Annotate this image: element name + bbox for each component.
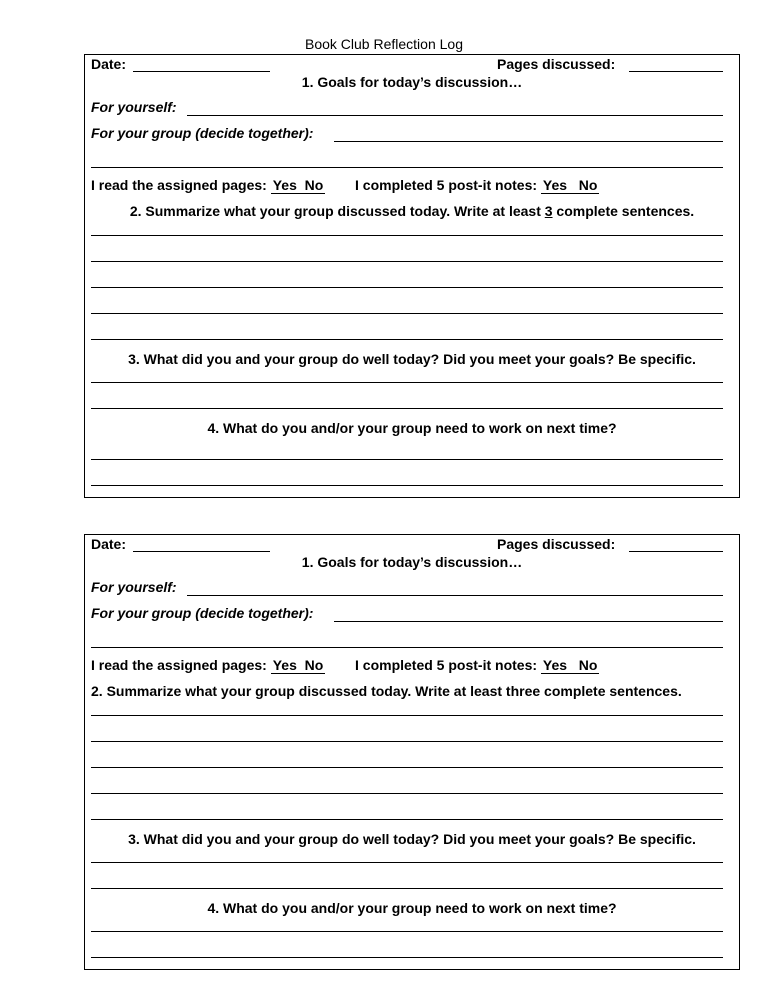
postit-options[interactable]: Yes No	[542, 657, 598, 673]
pages-discussed-field[interactable]	[629, 551, 723, 552]
question-2-end: complete sentences.	[552, 203, 695, 219]
pages-discussed-label: Pages discussed:	[497, 56, 616, 72]
work-on-line-1[interactable]	[91, 931, 723, 932]
question-4: 4. What do you and/or your group need to work on next time?	[207, 420, 617, 436]
for-yourself-field[interactable]	[187, 115, 723, 116]
read-pages-options[interactable]: Yes No	[272, 177, 324, 193]
question-3: 3. What did you and your group do well today? Did you meet your goals? Be specific.	[128, 831, 696, 847]
question-1: 1. Goals for today’s discussion…	[301, 74, 523, 90]
summary-line-2[interactable]	[91, 741, 723, 742]
read-pages-options[interactable]: Yes No	[272, 657, 324, 673]
reflection-form-1	[84, 54, 740, 498]
read-pages-label: I read the assigned pages:	[91, 177, 267, 193]
summary-line-1[interactable]	[91, 235, 723, 236]
did-well-line-1[interactable]	[91, 862, 723, 863]
reflection-form-2	[84, 534, 740, 970]
date-field[interactable]	[133, 71, 270, 72]
for-yourself-field[interactable]	[187, 595, 723, 596]
date-field[interactable]	[133, 551, 270, 552]
page-title: Book Club Reflection Log	[305, 36, 463, 52]
read-pages-row	[91, 177, 325, 194]
for-group-field-2[interactable]	[91, 167, 723, 168]
work-on-line-1[interactable]	[91, 459, 723, 460]
did-well-line-1[interactable]	[91, 382, 723, 383]
summary-line-3[interactable]	[91, 287, 723, 288]
question-3: 3. What did you and your group do well today? Did you meet your goals? Be specific.	[128, 351, 696, 367]
postit-label: I completed 5 post-it notes:	[355, 177, 538, 193]
date-label: Date:	[91, 56, 127, 72]
postit-row	[355, 657, 599, 674]
summary-line-5[interactable]	[91, 819, 723, 820]
work-on-line-2[interactable]	[91, 485, 723, 486]
for-yourself-label: For yourself:	[91, 99, 177, 115]
postit-label: I completed 5 post-it notes:	[355, 657, 538, 673]
question-2: 2. Summarize what your group discussed today. Write at least three complete sentences.	[91, 683, 682, 699]
for-group-field[interactable]	[334, 621, 723, 622]
for-yourself-label: For yourself:	[91, 579, 177, 595]
did-well-line-2[interactable]	[91, 408, 723, 409]
for-group-field[interactable]	[334, 141, 723, 142]
postit-row	[355, 177, 599, 194]
summary-line-3[interactable]	[91, 767, 723, 768]
summary-line-5[interactable]	[91, 339, 723, 340]
summary-line-2[interactable]	[91, 261, 723, 262]
read-pages-label: I read the assigned pages:	[91, 657, 267, 673]
did-well-line-2[interactable]	[91, 888, 723, 889]
summary-line-4[interactable]	[91, 793, 723, 794]
for-group-field-2[interactable]	[91, 647, 723, 648]
pages-discussed-field[interactable]	[629, 71, 723, 72]
date-label: Date:	[91, 536, 127, 552]
work-on-line-2[interactable]	[91, 957, 723, 958]
for-group-label: For your group (decide together):	[91, 125, 314, 141]
question-2-start: 2. Summarize what your group discussed today. Write at least	[129, 203, 545, 219]
question-2-number: 3	[544, 203, 553, 219]
question-1: 1. Goals for today’s discussion…	[301, 554, 523, 570]
pages-discussed-label: Pages discussed:	[497, 536, 616, 552]
postit-options[interactable]: Yes No	[542, 177, 598, 193]
summary-line-1[interactable]	[91, 715, 723, 716]
summary-line-4[interactable]	[91, 313, 723, 314]
question-2	[85, 203, 739, 220]
for-group-label: For your group (decide together):	[91, 605, 314, 621]
question-4: 4. What do you and/or your group need to work on next time?	[207, 900, 617, 916]
read-pages-row	[91, 657, 325, 674]
